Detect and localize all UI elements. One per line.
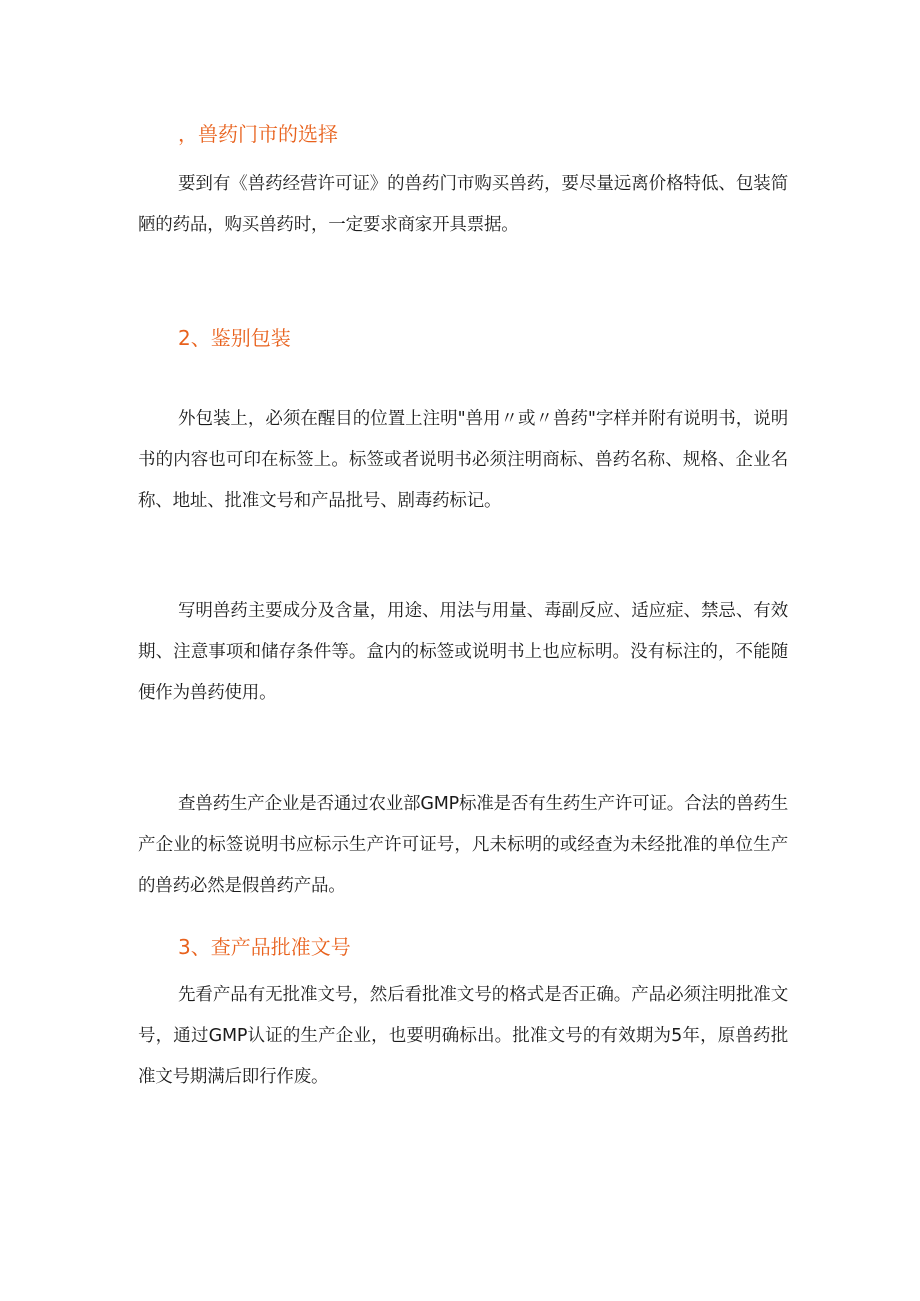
section-heading-approval-number: 3、查产品批准文号 xyxy=(178,935,351,959)
paragraph-store-selection: 要到有《兽药经营许可证》的兽药门市购买兽药，要尽量远离价格特低、包装简陋的药品，购买兽药时，一定要求商家开具票据。 xyxy=(138,174,788,235)
paragraph-packaging-label: 外包装上，必须在醒目的位置上注明"兽用〃或〃兽药"字样并附有说明书，说明书的内容也可印在标签上。标签或者说明书必须注明商标、兽药名称、规格、企业名称、地址、批准文号和产品批号、剧毒药标记。 xyxy=(138,409,788,511)
paragraph-packaging-contents: 写明兽药主要成分及含量，用途、用法与用量、毒副反应、适应症、禁忌、有效期、注意事项和储存条件等。盒内的标签或说明书上也应标明。没有标注的，不能随便作为兽药使用。 xyxy=(138,601,788,703)
paragraph-approval-number: 先看产品有无批准文号，然后看批准文号的格式是否正确。产品必须注明批准文号，通过GMP认证的生产企业，也要明确标出。批准文号的有效期为5年，原兽药批准文号期满后即行作废。 xyxy=(138,985,788,1087)
section-heading-store-selection: ，兽药门市的选择 xyxy=(178,122,338,146)
section-heading-packaging: 2、鉴别包装 xyxy=(178,326,291,350)
paragraph-packaging-gmp: 查兽药生产企业是否通过农业部GMP标准是否有生药生产许可证。合法的兽药生产企业的标签说明书应标示生产许可证号，凡未标明的或经查为未经批准的单位生产的兽药必然是假兽药产品。 xyxy=(138,794,788,896)
